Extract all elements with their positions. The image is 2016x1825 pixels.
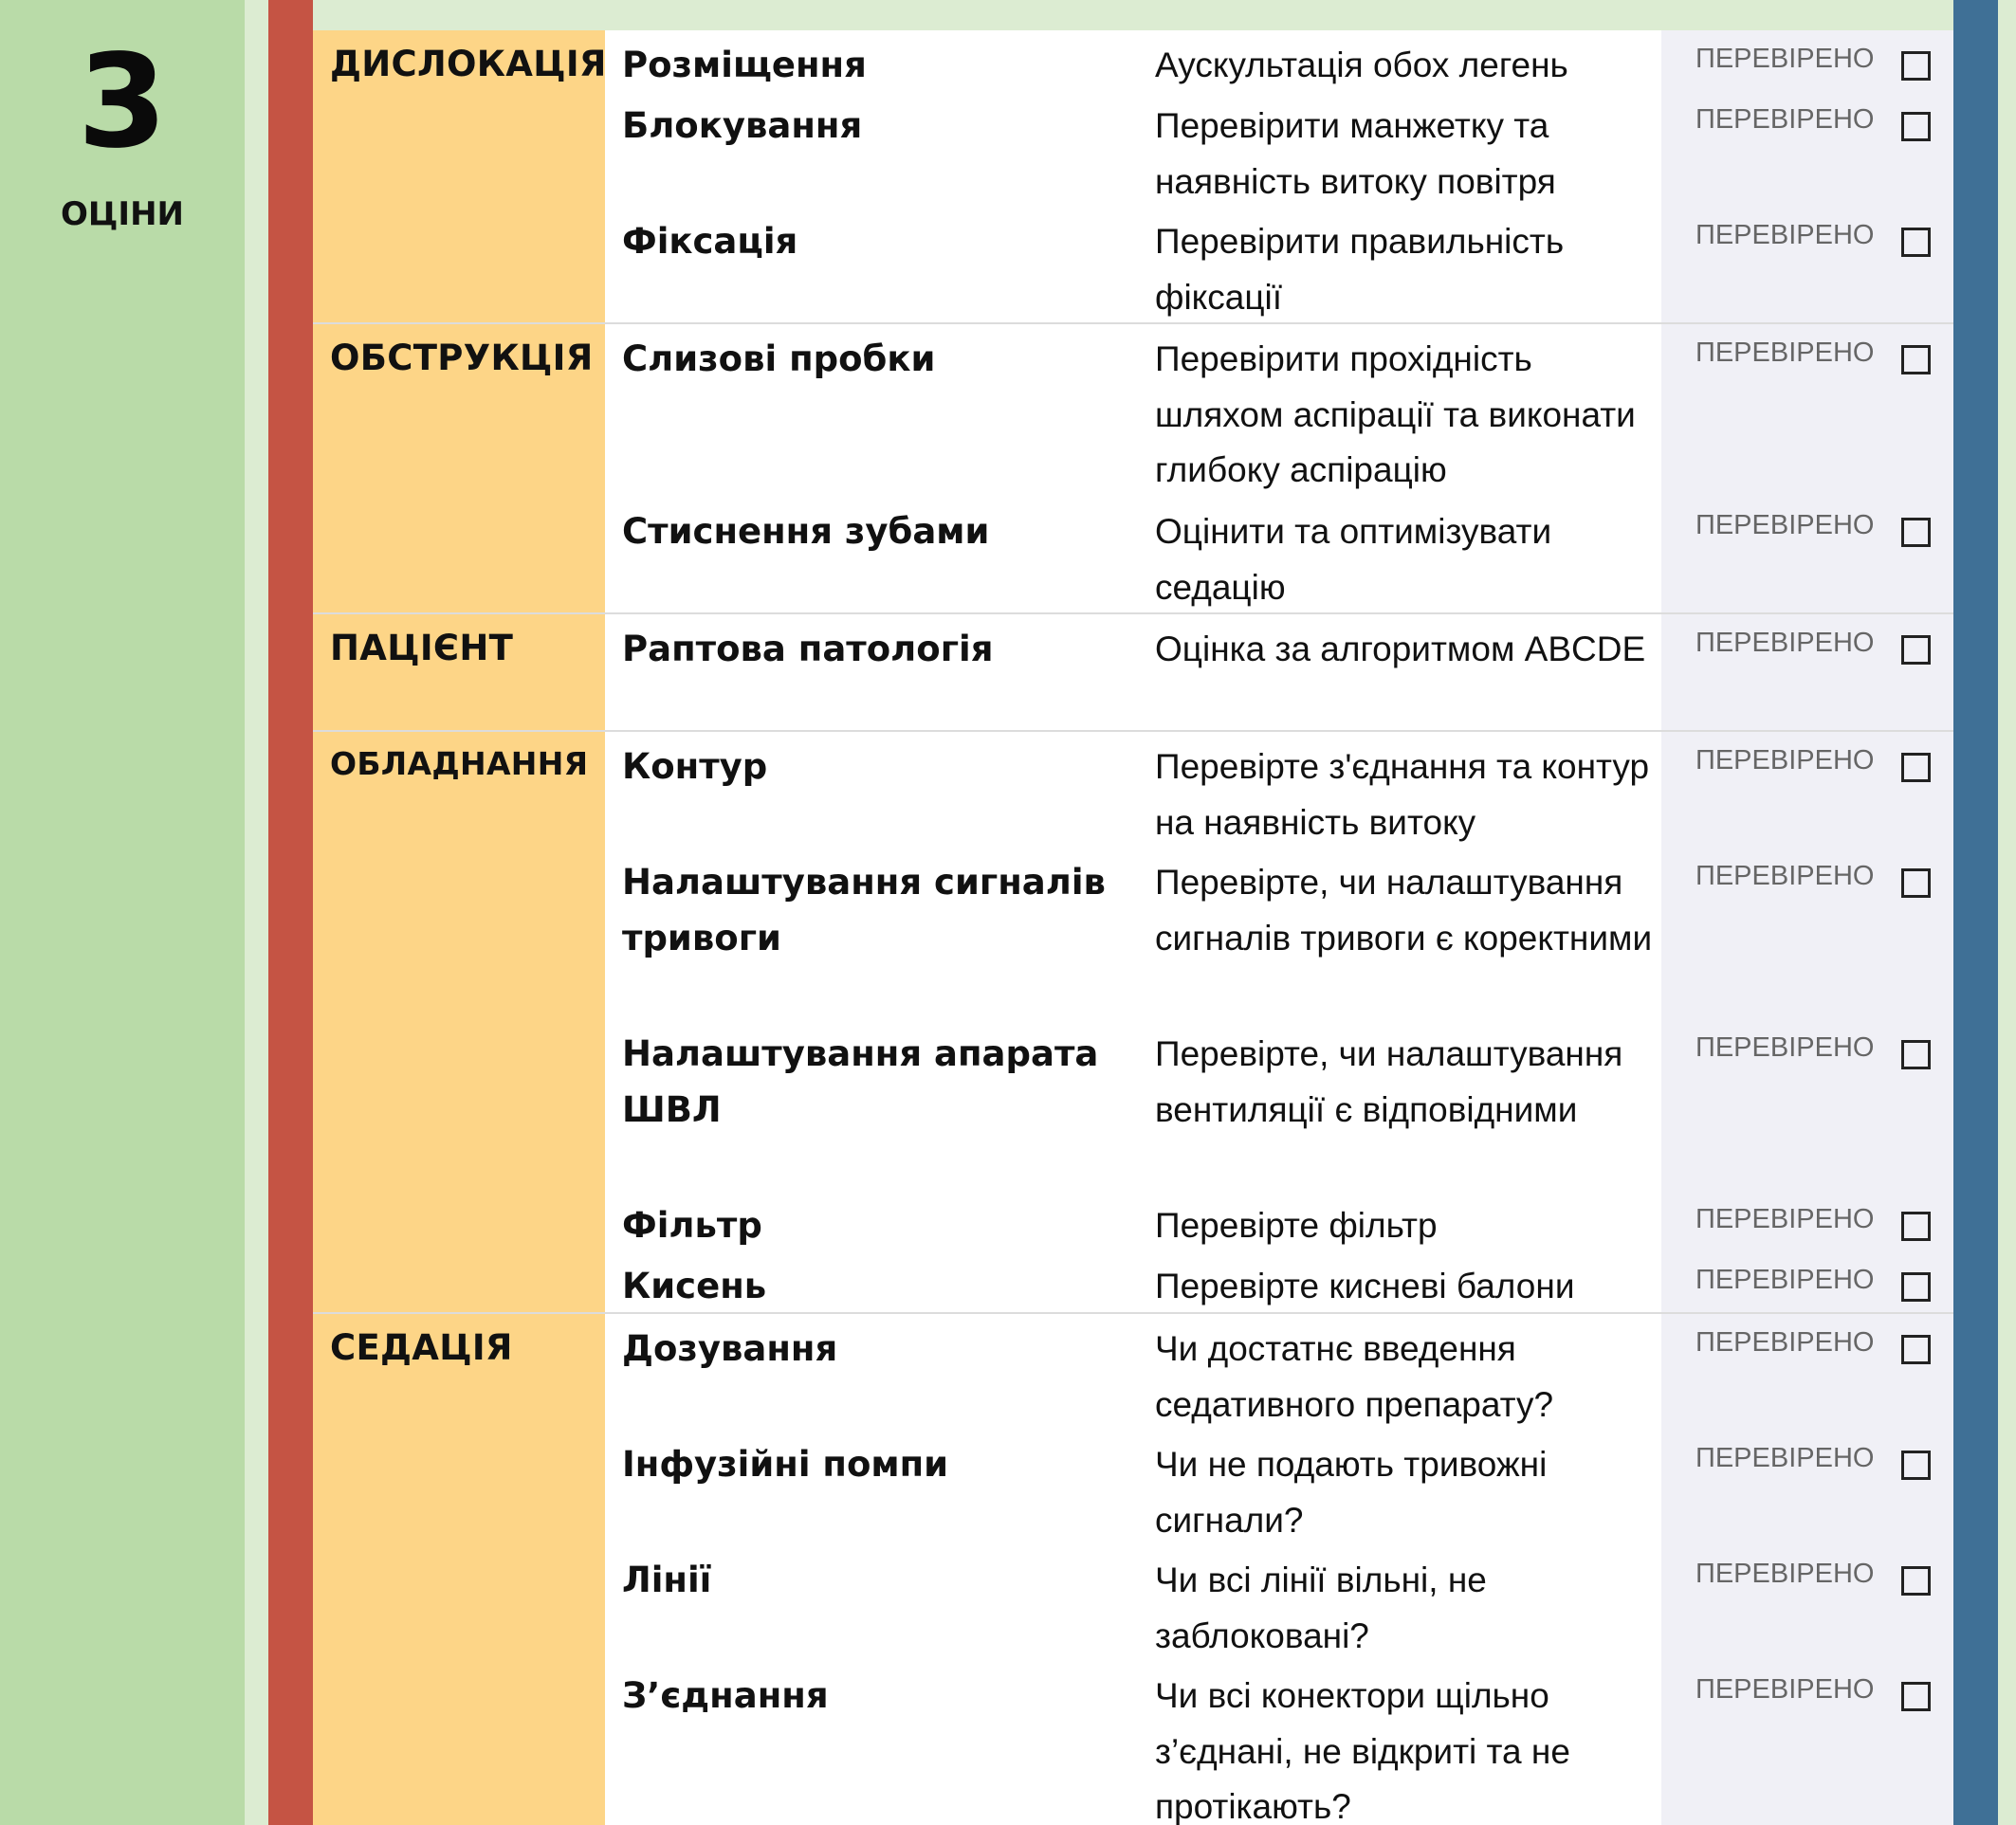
item-name: Дозування [622, 1328, 838, 1369]
group-category: СЕДАЦІЯ [313, 1314, 605, 1825]
item-name: Фільтр [622, 1205, 762, 1246]
item-description: Перевірити правильність фіксації [1155, 222, 1565, 317]
checklist-row [605, 91, 1953, 207]
right-stripe [1998, 0, 2016, 1825]
checklist-row [605, 614, 1953, 730]
checklist-row [605, 1314, 1953, 1430]
check-cell [1661, 1314, 1953, 1430]
checklist-group [313, 732, 1953, 1314]
item-description: Аускультація обох легень [1155, 46, 1568, 84]
checkbox[interactable] [1901, 228, 1931, 257]
checked-label: ПЕРЕВІРЕНО [1695, 220, 1875, 250]
checkbox[interactable] [1901, 1212, 1931, 1241]
checkbox[interactable] [1901, 51, 1931, 81]
item-name: Блокування [622, 105, 863, 146]
checked-label: ПЕРЕВІРЕНО [1695, 861, 1875, 891]
checklist-row [605, 732, 1953, 848]
top-stripe [313, 0, 1953, 30]
checkbox[interactable] [1901, 1040, 1931, 1069]
item-name: Фіксація [622, 221, 798, 262]
item-name: Кисень [622, 1266, 767, 1306]
item-description: Перевірте з'єднання та контур на наявність витоку [1155, 747, 1650, 842]
checked-label: ПЕРЕВІРЕНО [1695, 1032, 1875, 1063]
checked-label: ПЕРЕВІРЕНО [1695, 1327, 1875, 1358]
check-cell [1661, 30, 1953, 91]
checklist-group [313, 324, 1953, 614]
item-name: Налаштування апарата ШВЛ [622, 1033, 1099, 1130]
check-cell [1661, 1430, 1953, 1545]
checkbox[interactable] [1901, 753, 1931, 782]
item-name: Інфузійні помпи [622, 1444, 949, 1485]
item-description: Чи всі лінії вільні, не заблоковані? [1155, 1560, 1487, 1655]
item-description: Оцінити та оптимізувати седацію [1155, 512, 1552, 607]
check-cell [1661, 848, 1953, 1019]
checklist-row [605, 1191, 1953, 1251]
section-number: 3 [77, 27, 168, 177]
check-cell [1661, 1661, 1953, 1825]
check-cell [1661, 1191, 1953, 1251]
checkbox[interactable] [1901, 1682, 1931, 1711]
item-description: Перевірте, чи налаштування сигналів тривоги є коректними [1155, 863, 1653, 958]
checkbox[interactable] [1901, 112, 1931, 141]
check-cell [1661, 91, 1953, 207]
group-category: ПАЦІЄНТ [313, 614, 605, 730]
item-name: Лінії [622, 1560, 712, 1600]
item-description: Перевірте кисневі балони [1155, 1267, 1575, 1305]
check-cell [1661, 732, 1953, 848]
item-name: З’єднання [622, 1675, 829, 1716]
check-cell [1661, 1019, 1953, 1191]
check-cell [1661, 207, 1953, 322]
item-name: Стиснення зубами [622, 511, 990, 552]
item-name: Раптова патологія [622, 629, 994, 669]
checkbox[interactable] [1901, 518, 1931, 547]
item-name: Слизові пробки [622, 338, 936, 379]
section-label: ОЦІНИ [60, 195, 184, 233]
checked-label: ПЕРЕВІРЕНО [1695, 745, 1875, 776]
red-stripe [268, 0, 313, 1825]
checked-label: ПЕРЕВІРЕНО [1695, 628, 1875, 658]
item-description: Чи достатнє введення седативного препарату? [1155, 1329, 1554, 1424]
group-category: ДИСЛОКАЦІЯ [313, 30, 605, 322]
checked-label: ПЕРЕВІРЕНО [1695, 44, 1875, 74]
checklist-row [605, 324, 1953, 497]
checklist-group [313, 1314, 1953, 1825]
checklist-row [605, 848, 1953, 1019]
checklist-row [605, 207, 1953, 322]
group-category: ОБСТРУКЦІЯ [313, 324, 605, 612]
checked-label: ПЕРЕВІРЕНО [1695, 510, 1875, 540]
checklist-row [605, 30, 1953, 91]
checklist-group [313, 30, 1953, 324]
checklist-row [605, 1430, 1953, 1545]
checklist-row [605, 1019, 1953, 1191]
blue-stripe [1953, 0, 1998, 1825]
pale-stripe [245, 0, 268, 1825]
checkbox[interactable] [1901, 635, 1931, 665]
check-cell [1661, 324, 1953, 497]
checklist-row [605, 497, 1953, 612]
checked-label: ПЕРЕВІРЕНО [1695, 1443, 1875, 1473]
group-category: ОБЛАДНАННЯ [313, 732, 605, 1312]
item-description: Чи не подають тривожні сигнали? [1155, 1445, 1548, 1540]
checked-label: ПЕРЕВІРЕНО [1695, 104, 1875, 135]
checked-label: ПЕРЕВІРЕНО [1695, 1204, 1875, 1234]
checklist-group [313, 614, 1953, 732]
item-description: Перевірте, чи налаштування вентиляції є відповідними [1155, 1034, 1623, 1129]
item-name: Налаштування сигналів тривоги [622, 862, 1106, 958]
section-sidebar [0, 0, 245, 1825]
item-name: Контур [622, 746, 768, 787]
checklist-row [605, 1661, 1953, 1825]
item-description: Перевірте фільтр [1155, 1206, 1438, 1245]
checked-label: ПЕРЕВІРЕНО [1695, 1674, 1875, 1705]
checklist-table [313, 30, 1953, 1825]
check-cell [1661, 614, 1953, 730]
checkbox[interactable] [1901, 1272, 1931, 1302]
check-cell [1661, 1545, 1953, 1661]
item-description: Перевірити прохідність шляхом аспірації та виконати глибоку аспірацію [1155, 339, 1636, 489]
checkbox[interactable] [1901, 345, 1931, 374]
check-cell [1661, 497, 1953, 612]
item-description: Оцінка за алгоритмом ABCDE [1155, 630, 1646, 668]
checkbox[interactable] [1901, 1566, 1931, 1596]
checked-label: ПЕРЕВІРЕНО [1695, 1265, 1875, 1295]
checkbox[interactable] [1901, 1451, 1931, 1480]
item-description: Перевірити манжетку та наявність витоку повітря [1155, 106, 1556, 201]
checked-label: ПЕРЕВІРЕНО [1695, 338, 1875, 368]
checklist-row [605, 1251, 1953, 1312]
check-cell [1661, 1251, 1953, 1312]
checkbox[interactable] [1901, 868, 1931, 898]
checklist-row [605, 1545, 1953, 1661]
checkbox[interactable] [1901, 1335, 1931, 1364]
checked-label: ПЕРЕВІРЕНО [1695, 1559, 1875, 1589]
item-name: Розміщення [622, 45, 867, 85]
item-description: Чи всі конектори щільно з’єднані, не відкриті та не протікають? [1155, 1676, 1570, 1825]
